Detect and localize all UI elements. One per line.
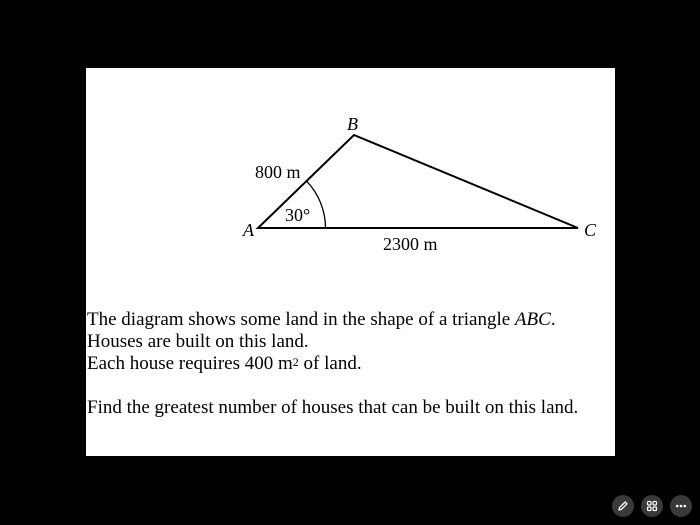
question-task: Find the greatest number of houses that can be built on this land.	[87, 397, 579, 418]
squared-superscript: 2	[292, 355, 299, 369]
pencil-button[interactable]	[612, 495, 634, 517]
vertex-label-a: A	[243, 220, 254, 240]
question-line-2: Houses are built on this land.	[87, 331, 309, 352]
question-paragraph	[87, 309, 556, 375]
viewer-toolbar	[612, 495, 692, 517]
vertex-label-c: C	[584, 220, 597, 240]
triangle-name: ABC	[514, 309, 551, 330]
grid-view-button[interactable]	[641, 495, 663, 517]
more-options-button[interactable]	[670, 495, 692, 517]
vertex-label-b: B	[347, 114, 358, 134]
question-line-1: The diagram shows some land in the shape of a triangle ABC.	[87, 309, 556, 330]
slide-page	[86, 68, 615, 456]
angle-a-label: 30°	[285, 205, 311, 225]
question-line-3: Each house requires 400 $m^2$ of land.	[87, 353, 362, 374]
pencil-icon	[617, 500, 629, 512]
triangle-diagram	[86, 68, 615, 268]
grid-icon	[646, 500, 658, 512]
side-ac-label: 2300 m	[383, 234, 438, 254]
more-icon	[675, 500, 687, 512]
side-ab-label: 800 m	[255, 162, 301, 182]
